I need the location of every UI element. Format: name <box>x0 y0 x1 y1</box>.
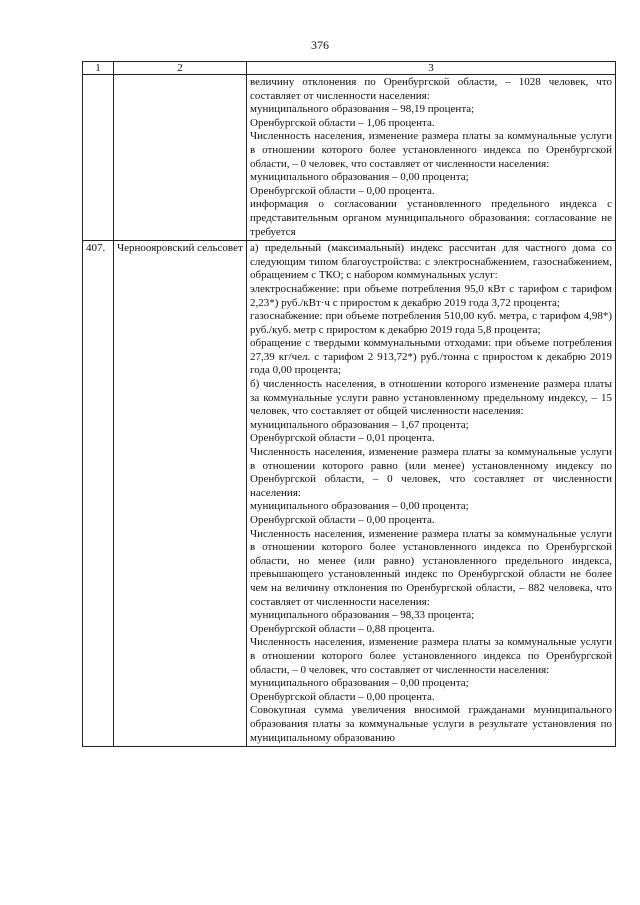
content-paragraph: Оренбургской области – 0,00 процента. <box>250 184 435 197</box>
content-paragraph: муниципального образования – 1,67 процента; <box>250 418 469 431</box>
content-paragraph: Оренбургской области – 0,88 процента. <box>250 622 435 635</box>
municipality-name: Черноояровский сельсовет <box>114 241 247 747</box>
content-paragraph: Численность населения, изменение размера платы за коммунальные услуги в отношении которого более установленного индекса по Оренбургской области, – 0 человек, что составляет от численности населения: <box>250 130 612 170</box>
row-number: 407. <box>83 241 114 747</box>
row-number <box>83 75 114 241</box>
content-paragraph: Численность населения, изменение размера платы за коммунальные услуги в отношении которого равно (или менее) установленному индексу по Оренбургской области, – 0 человек, что составляет от численности населения: <box>250 446 612 499</box>
content-paragraph: муниципального образования – 0,00 процента; <box>250 171 469 184</box>
content-paragraph: Оренбургской области – 0,00 процента. <box>250 690 435 703</box>
municipality-name <box>114 75 247 241</box>
content-paragraph: а) предельный (максимальный) индекс рассчитан для частного дома со следующим типом благоустройства: с электроснабжением, газоснабжением, обращением с ТКО; с набором коммунальных услуг: <box>250 242 612 282</box>
table-row <box>83 75 616 241</box>
content-paragraph: величину отклонения по Оренбургской области, – 1028 человек, что составляет от численности населения: <box>250 76 612 102</box>
content-paragraph: муниципального образования – 0,00 процента; <box>250 677 469 690</box>
row-content <box>247 241 616 747</box>
table-header-row <box>83 62 616 75</box>
content-paragraph: Численность населения, изменение размера платы за коммунальные услуги в отношении которого более установленного индекса по Оренбургской области, – 0 человек, что составляет от численности населения: <box>250 636 612 676</box>
table-row <box>83 241 616 747</box>
content-paragraph: муниципального образования – 0,00 процента; <box>250 500 469 513</box>
content-paragraph: Оренбургской области – 0,01 процента. <box>250 432 435 445</box>
column-header-1: 1 <box>83 62 114 75</box>
content-paragraph: информация о согласовании установленного предельного индекса с представительным органом муниципального образования: согласование не требуется <box>250 198 612 238</box>
content-paragraph: Численность населения, изменение размера платы за коммунальные услуги в отношении которого более установленного индекса по Оренбургской области, но менее (или равно) установленного предельного индекса, превышающего установленный индекс по Оренбургской области не более чем на величину отклонения по Оренбургской области, – 882 человека, что составляет от численности населения: <box>250 527 612 608</box>
column-header-3: 3 <box>247 62 616 75</box>
column-header-2: 2 <box>114 62 247 75</box>
page-number: 376 <box>311 38 329 52</box>
content-paragraph: электроснабжение: при объеме потребления 95,0 кВт с тарифом с тарифом 2,23*) руб./кВт·ч с приростом к декабрю 2019 года 3,72 процента; <box>250 282 612 309</box>
content-paragraph: Оренбургской области – 1,06 процента. <box>250 116 435 129</box>
content-paragraph: Оренбургской области – 0,00 процента. <box>250 514 435 526</box>
row-content <box>247 75 616 241</box>
content-paragraph: газоснабжение: при объеме потребления 510,00 куб. метра, с тарифом 4,98*) руб./куб. метр с приростом к декабрю 2019 года 5,8 процента; <box>250 310 612 336</box>
content-paragraph: обращение с твердыми коммунальными отходами: при объеме потребления 27,39 кг/чел. с тарифом 2 913,72*) руб./тонна с приростом к декабрю 2019 года 0,00 процента; <box>250 337 612 377</box>
content-paragraph: б) численность населения, в отношении которого изменение размера платы за коммунальные услуги равно установленному предельному индексу, – 15 человек, что составляет от общей численности населения: <box>250 378 612 418</box>
content-paragraph: муниципального образования – 98,19 процента; <box>250 103 475 116</box>
content-paragraph: Совокупная сумма увеличения вносимой гражданами муниципального образования платы за коммунальные услуги в результате установления по муниципальному образованию <box>250 704 612 744</box>
document-table <box>82 61 616 747</box>
content-paragraph: муниципального образования – 98,33 процента; <box>250 609 475 622</box>
